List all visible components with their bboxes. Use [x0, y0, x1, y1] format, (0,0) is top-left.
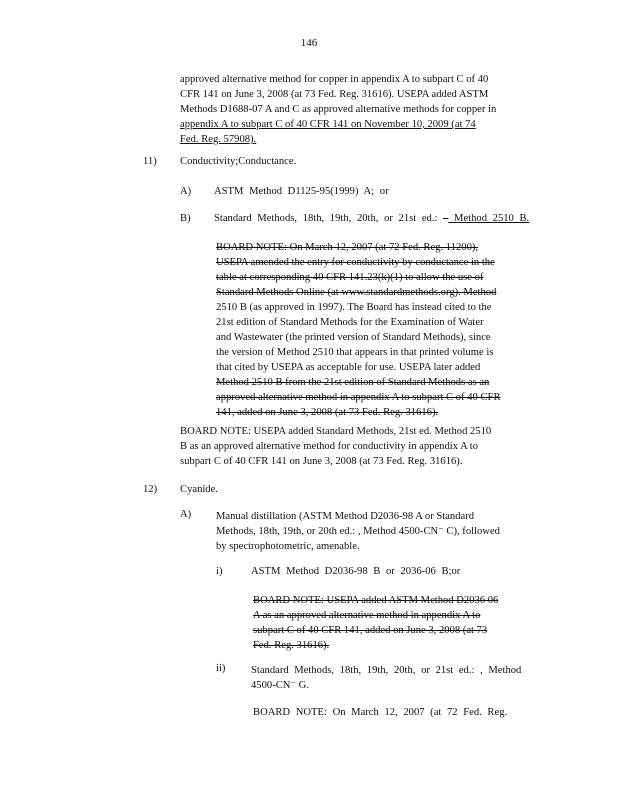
item-12-a-label: A)	[180, 509, 192, 520]
item-12-a-line: by spectrophotometric, amenable.	[216, 541, 360, 552]
intro-line: Fed. Reg. 57908).	[180, 134, 257, 145]
item-11-number: 11)	[143, 156, 157, 167]
intro-line: approved alternative method for copper in appendix A to subpart C of 40	[180, 74, 489, 85]
item-12-ii-text	[251, 663, 531, 693]
item-12-title: Cyanide.	[180, 484, 218, 495]
note-i-struck-line: BOARD NOTE: USEPA added ASTM Method D2036 06	[253, 595, 499, 606]
item-12-ii-note: BOARD NOTE: On March 12, 2007 (at 72 Fed. Reg.	[253, 707, 508, 718]
item-12-i-struck-note	[253, 593, 538, 653]
intro-line: appendix A to subpart C of 40 CFR 141 on November 10, 2009 (at 74	[180, 119, 476, 130]
note-1-struck-line: Standard Methods Online (at www.standardmethods.org). Method	[216, 287, 497, 298]
item-11-title: Conductivity;Conductance.	[180, 156, 297, 167]
board-note-2	[180, 424, 522, 469]
note-1-line: 2510 B (as approved in 1997). The Board has instead cited to the	[216, 302, 492, 313]
item-12-number: 12)	[143, 484, 158, 495]
item-12-a-line: Methods, 18th, 19th, or 20th ed.: , Method 4500-CN⁻ C), followed	[216, 526, 500, 537]
note-i-struck-line: A as an approved alternative method in appendix A to	[253, 610, 481, 621]
note-1-struck-line: table at corresponding 40 CFR 141.23(k)(1) to allow the use of	[216, 272, 484, 283]
item-12-ii-line: Standard Methods, 18th, 19th, 20th, or 21st ed.: , Method	[251, 665, 522, 676]
item-11-a-text: ASTM Method D1125-95(1999) A; or	[214, 186, 389, 197]
note-2-line: subpart C of 40 CFR 141 on June 3, 2008 (at 73 Fed. Reg. 31616).	[180, 456, 463, 467]
note-i-struck-line: subpart C of 40 CFR 141, added on June 3, 2008 (at 73	[253, 625, 488, 636]
note-i-struck-line: Fed. Reg. 31616).	[253, 640, 330, 651]
note-1-line: and Wastewater (the printed version of Standard Methods), since	[216, 332, 491, 343]
item-12-ii-label: ii)	[216, 663, 226, 674]
note-1-struck-line: 141, added on June 3, 2008 (at 73 Fed. Reg. 31616).	[216, 407, 439, 418]
note-2-line: B as an approved alternative method for conductivity in appendix A to	[180, 441, 479, 452]
note-1-struck-line: BOARD NOTE: On March 12, 2007 (at 72 Fed. Reg. 11200),	[216, 242, 479, 253]
intro-line: CFR 141 on June 3, 2008 (at 73 Fed. Reg. 31616). USEPA added ASTM	[180, 89, 489, 100]
item-12-a-line: Manual distillation (ASTM Method D2036-98 A or Standard	[216, 511, 475, 522]
item-12-i-text: ASTM Method D2036-98 B or 2036-06 B;or	[251, 566, 461, 577]
page-number: 146	[300, 37, 318, 49]
note-1-struck-line: Method 2510 B from the 21st edition of Standard Methods as an	[216, 377, 490, 388]
note-2-line: BOARD NOTE: USEPA added Standard Methods, 21st ed. Method 2510	[180, 426, 492, 437]
item-11-b-label: B)	[180, 213, 191, 224]
item-12-i-label: i)	[216, 566, 223, 577]
note-1-line: that cited by USEPA as acceptable for use. USEPA later added	[216, 362, 481, 373]
board-note-1	[216, 240, 534, 420]
item-11-a-label: A)	[180, 186, 192, 197]
note-1-line: 21st edition of Standard Methods for the Examination of Water	[216, 317, 484, 328]
item-12-a-text	[216, 509, 516, 554]
note-1-struck-line: USEPA amended the entry for conductivity by conductance in the	[216, 257, 495, 268]
note-1-struck-line: approved alternative method in appendix A to subpart C of 40 CFR	[216, 392, 501, 403]
item-11-b-text-after: Method 2510 B.	[448, 213, 530, 224]
item-11-b-text-before: Standard Methods, 18th, 19th, 20th, or 21st ed.:	[214, 213, 444, 224]
note-1-line: the version of Method 2510 that appears in that printed volume is	[216, 347, 494, 358]
intro-paragraph	[180, 72, 542, 147]
item-11-b-dash: –	[443, 213, 449, 224]
intro-line: Methods D1688-07 A and C as approved alternative methods for copper in	[180, 104, 497, 115]
item-11-b-text	[214, 213, 529, 224]
item-12-ii-line: 4500-CN⁻ G.	[251, 680, 309, 691]
